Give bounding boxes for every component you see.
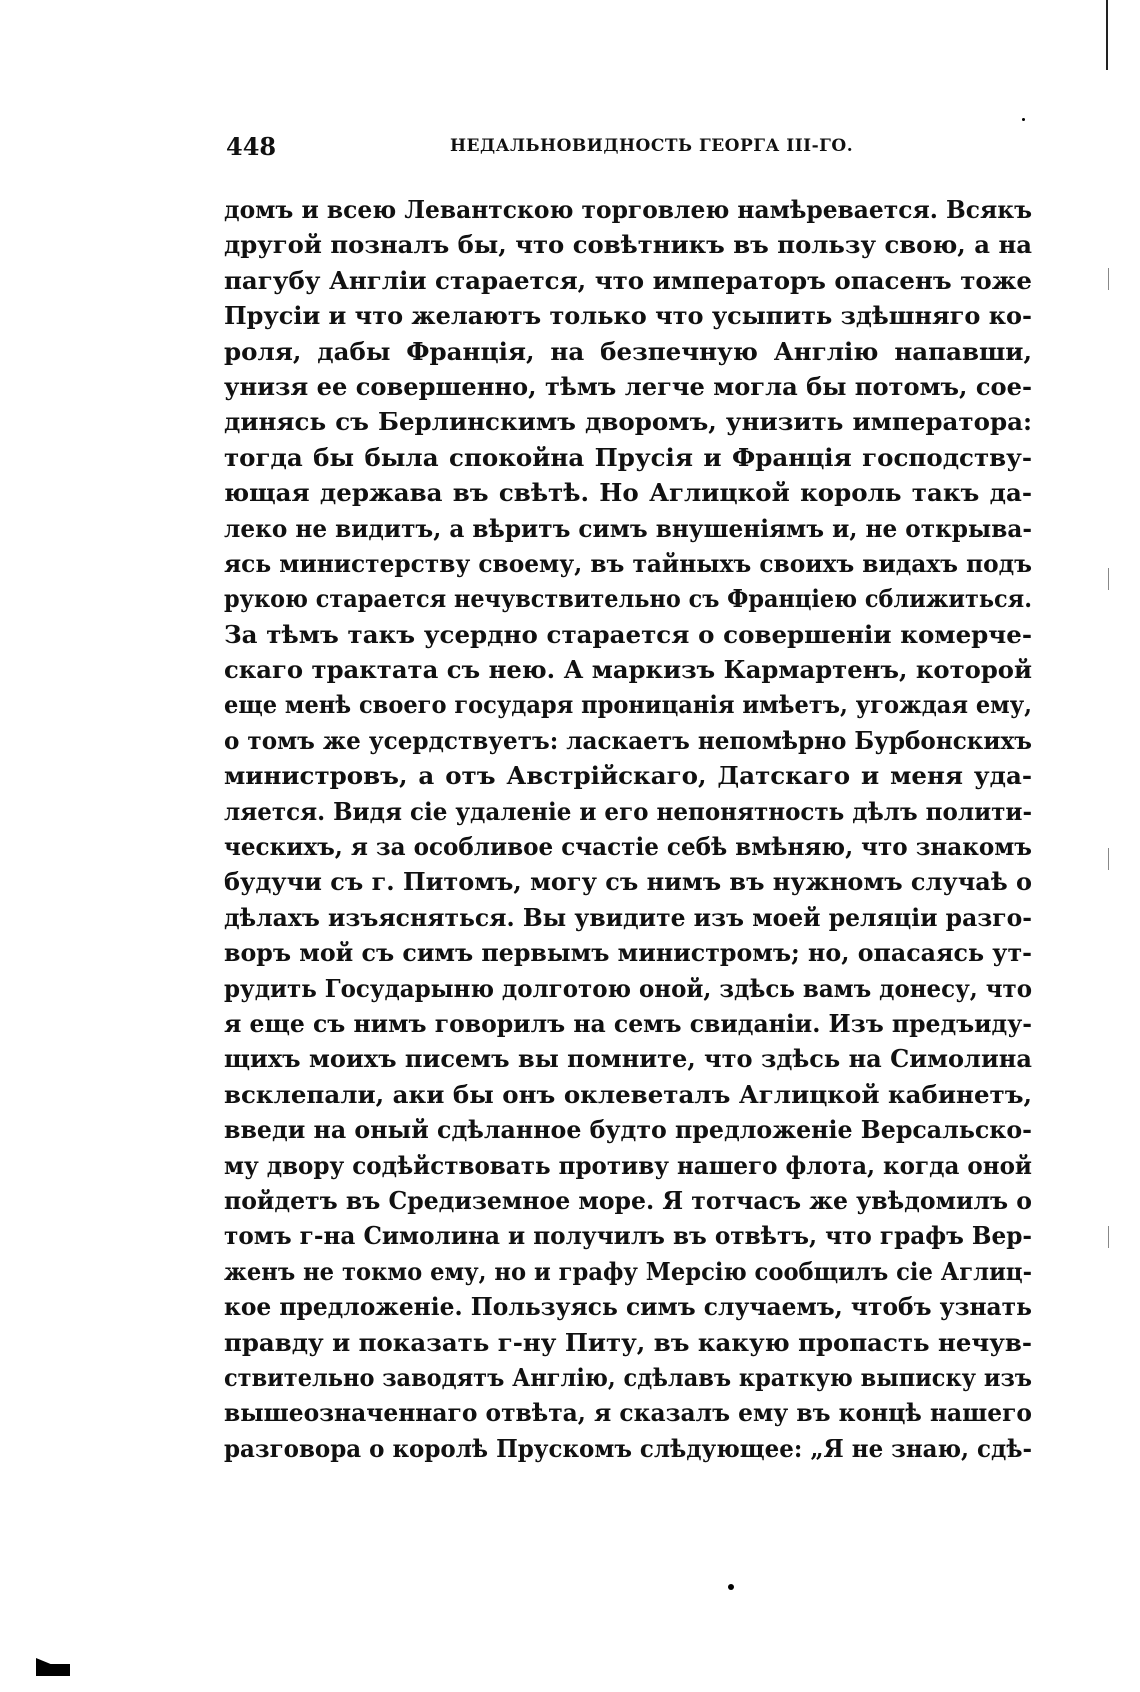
text-line: кое предложеніе. Пользуясь симъ случаемъ, чтобъ узнать [224,1292,1032,1322]
text-line: разговора о королѣ Прускомъ слѣдующее: „Я не знаю, сдѣ- [224,1433,1032,1463]
text-line: я еще съ нимъ говорилъ на семъ свиданіи. Изъ предъиду- [224,1008,1032,1038]
scan-speck [1022,118,1025,121]
text-line: женъ не токмо ему, но и графу Мерсію сообщилъ сіе Аглиц- [224,1256,1032,1286]
text-line: всклепали, аки бы онъ оклеветалъ Аглицкой кабинетъ, [224,1079,1032,1109]
scan-margin-tick [1108,848,1109,870]
scan-margin-tick [1108,268,1109,290]
text-line: рукою старается нечувствительно съ Франціею сближиться. [224,584,1032,614]
text-line: томъ г-на Симолина и получилъ въ отвѣтъ, что графъ Вер- [224,1221,1032,1251]
text-line: леко не видитъ, а вѣритъ симъ внушеніямъ и, не открыва- [224,513,1032,543]
text-line: роля, дабы Франція, на безпечную Англію напавши, [224,336,1032,366]
text-line: домъ и всею Левантскою торговлею намѣревается. Всякъ [224,195,1032,224]
text-line: тогда бы была спокойна Прусія и Франція господству- [224,442,1032,472]
running-head: НЕДАЛЬНОВИДНОСТЬ ГЕОРГА III-ГО. [450,136,854,156]
scan-margin-tick [1108,568,1109,590]
text-line: о томъ же усердствуетъ: ласкаетъ непомѣрно Бурбонскихъ [224,725,1032,755]
text-line: еще менѣ своего государя проницанія имѣетъ, угождая ему, [224,690,1032,720]
text-line: динясь съ Берлинскимъ дворомъ, унизить императора: [224,407,1032,437]
text-line: воръ мой съ симъ первымъ министромъ; но, опасаясь ут- [224,938,1032,968]
text-line: За тѣмъ такъ усердно старается о совершеніи комерче- [224,619,1032,649]
text-line: дѣлахъ изъясняться. Вы увидите изъ моей реляціи разго- [224,902,1032,932]
text-line: правду и показать г-ну Питу, въ какую пропасть нечув- [224,1327,1032,1357]
text-line: рудить Государыню долготою оной, здѣсь вамъ донесу, что [224,973,1032,1003]
scan-margin-line [1106,0,1108,70]
text-line: ющая держава въ свѣтѣ. Но Аглицкой король такъ да- [224,478,1032,508]
page-number: 448 [226,132,277,161]
text-line: ляется. Видя сіе удаленіе и его непонятность дѣлъ полити- [224,796,1032,826]
text-line: ясь министерству своему, въ тайныхъ своихъ видахъ подъ [224,548,1032,578]
scan-corner-block [36,1664,70,1676]
text-line: щихъ моихъ писемъ вы помните, что здѣсь на Симолина [224,1044,1032,1074]
text-line: будучи съ г. Питомъ, могу съ нимъ въ нужномъ случаѣ о [224,867,1032,897]
text-line: министровъ, а отъ Австрійскаго, Датскаго и меня уда- [224,761,1032,791]
text-line: вышеозначеннаго отвѣта, я сказалъ ему въ концѣ нашего [224,1398,1032,1428]
text-line: введи на оный сдѣланное будто предложеніе Версальско- [224,1115,1032,1145]
text-line: пагубу Англіи старается, что императоръ опасенъ тожe [224,265,1032,295]
scan-margin-tick [1108,1226,1109,1248]
page-header [226,132,1026,162]
scan-speck [728,1584,734,1590]
text-line: пойдетъ въ Средиземное море. Я тотчасъ же увѣдомилъ о [224,1185,1032,1215]
text-line: му двору содѣйствовать противу нашего флота, когда оной [224,1150,1032,1180]
body-text [224,192,1032,1466]
text-line: другой позналъ бы, что совѣтникъ въ пользу свою, а на [224,230,1032,260]
text-line: унизя ее совершенно, тѣмъ легче могла бы потомъ, сое- [224,371,1032,401]
text-line: ствительно заводятъ Англію, сдѣлавъ краткую выписку изъ [224,1362,1032,1392]
text-line: ческихъ, я за особливое счастіе себѣ вмѣняю, что знакомъ [224,832,1032,862]
text-line: скаго трактата съ нею. А маркизъ Кармартенъ, которой [224,655,1032,685]
text-line: Прусіи и что желаютъ только что усыпить здѣшняго ко- [224,301,1032,331]
